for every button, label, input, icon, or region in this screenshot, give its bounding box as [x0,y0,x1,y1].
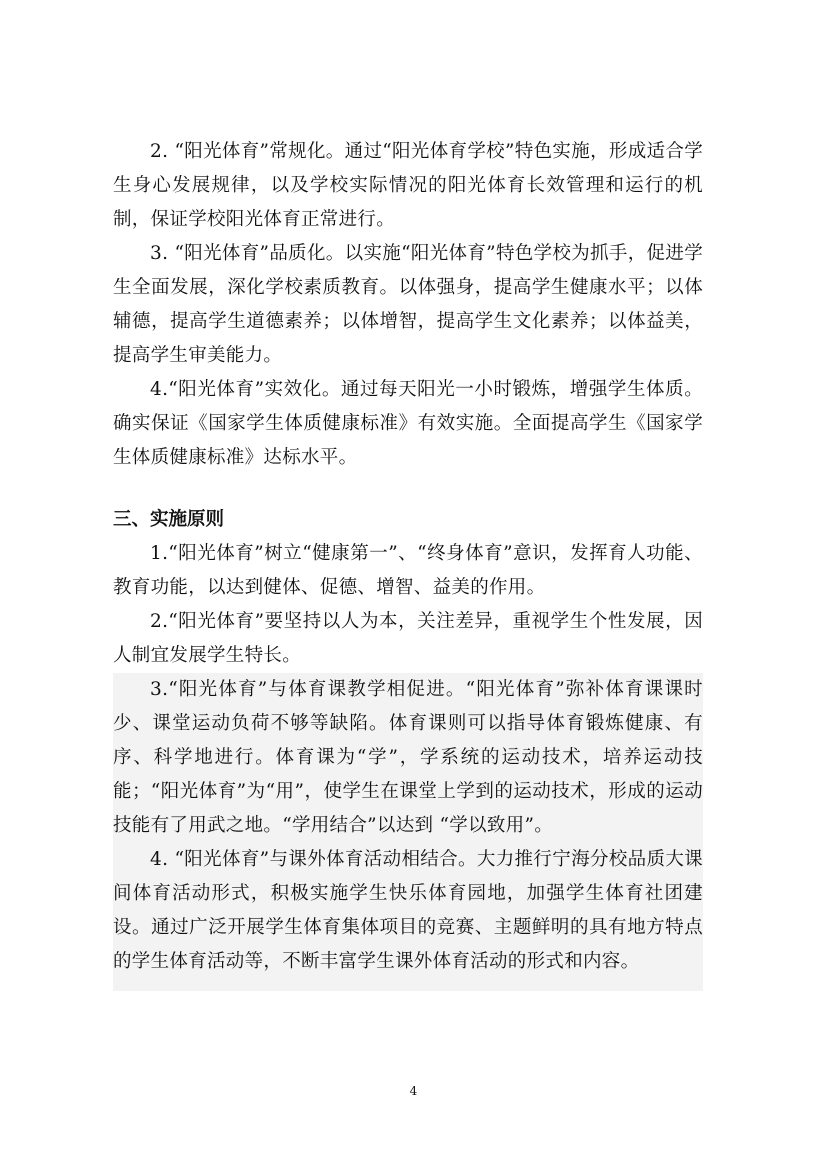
section-heading: 三、实施原则 [113,509,225,530]
goal-paragraph-4: 4.“阳光体育”实效化。通过每天阳光一小时锻炼，增强学生体质。确实保证《国家学生体质健康标准》有效实施。全面提高学生《国家学生体质健康标准》达标水平。 [113,379,703,468]
goal-paragraph-3: 3. “阳光体育”品质化。以实施“阳光体育”特色学校为抓手，促进学生全面发展，深化学校素质教育。以体强身，提高学生健康水平；以体辅德，提高学生道德素养；以体增智，提高学生文化素养；以体益美，提高学生审美能力。 [113,243,703,366]
principle-paragraph-2: 2.“阳光体育”要坚持以人为本，关注差异，重视学生个性发展，因人制宜发展学生特长。 [113,611,703,666]
principle-paragraph-3: 3.“阳光体育”与体育课教学相促进。“阳光体育”弥补体育课课时少、课堂运动负荷不够等缺陷。体育课则可以指导体育锻炼健康、有序、科学地进行。体育课为“学”，学系统的运动技术，培养运动技能；“阳光体育”为“用”，使学生在课堂上学到的运动技术，形成的运动技能有了用武之地。“学用结合”以达到 “学以致用”。 [113,673,703,843]
page-number: 4 [409,1084,418,1098]
principle-paragraph-1: 1.“阳光体育”树立“健康第一”、“终身体育”意识，发挥育人功能、教育功能，以达到健体、促德、增智、益美的作用。 [113,543,703,598]
goal-paragraph-2: 2. “阳光体育”常规化。通过“阳光体育学校”特色实施，形成适合学生身心发展规律，以及学校实际情况的阳光体育长效管理和运行的机制，保证学校阳光体育正常进行。 [113,141,703,230]
principle-paragraph-4: 4. “阳光体育”与课外体育活动相结合。大力推行宁海分校品质大课间体育活动形式，积极实施学生快乐体育园地，加强学生体育社团建设。通过广泛开展学生体育集体项目的竞赛、主题鲜明的具有地方特点的学生体育活动等，不断丰富学生课外体育活动的形式和内容。 [113,843,703,991]
